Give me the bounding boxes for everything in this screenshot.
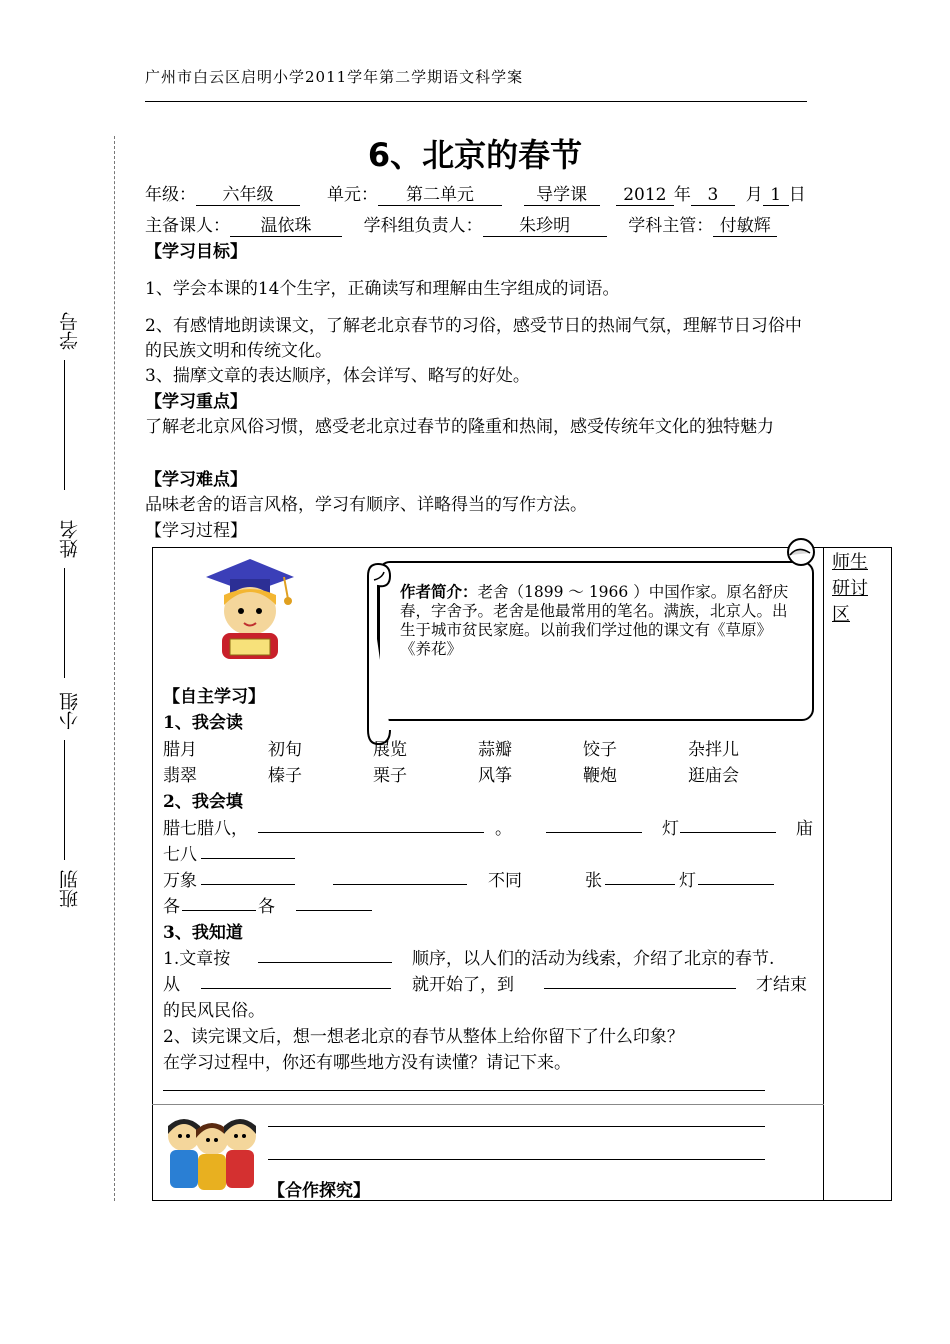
q1-prompt-d: 就开始了，到 <box>412 975 514 995</box>
fill-prompt-qiba: 七八 <box>163 845 197 865</box>
sidebar-group-line <box>64 740 65 860</box>
fill-blank[interactable] <box>680 832 776 833</box>
fill-blank[interactable] <box>201 988 391 989</box>
three-children-icon <box>162 1110 262 1194</box>
supervisor-value: 付敏辉 <box>713 211 777 237</box>
fill-blank[interactable] <box>258 962 392 963</box>
discussion-divider <box>823 547 824 1200</box>
objective-3: 3、揣摩文章的表达顺序，体会详写、略写的好处。 <box>145 366 530 386</box>
q1-prompt-e: 才结束 <box>756 975 807 995</box>
fill-prompt-zhang: 张 <box>585 871 602 891</box>
q1-prompt-f: 的民风民俗。 <box>163 1001 265 1021</box>
day-value: 1 <box>763 185 789 206</box>
scroll-left-roll-icon <box>362 560 396 746</box>
list-item: 逛庙会 <box>688 766 739 786</box>
word-row-1 <box>163 735 793 760</box>
fill-prompt-butong: 不同 <box>488 871 522 891</box>
fill-period: 。 <box>495 819 512 839</box>
sidebar-student-id-label: 学号 <box>59 312 81 350</box>
fill-prompt-wanxiang: 万象 <box>163 871 197 891</box>
year-value: 2012 <box>616 185 674 206</box>
difficulties-text: 品味老舍的语言风格，学习有顺序、详略得当的写作方法。 <box>145 495 587 515</box>
binding-dashed-line <box>114 136 115 1201</box>
list-item: 栗子 <box>373 766 407 786</box>
scroll-right-roll-icon <box>784 535 818 569</box>
sidebar-student-id-line <box>64 360 65 490</box>
self-study-heading: 【自主学习】 <box>163 687 265 707</box>
fill-prompt-ge-2: 各 <box>258 897 275 917</box>
key-points-heading: 【学习重点】 <box>145 392 247 412</box>
fill-prompt-1: 腊七腊八， <box>163 819 248 839</box>
fill-blank[interactable] <box>258 832 484 833</box>
sidebar-name-line <box>64 568 65 678</box>
school-header: 广州市白云区启明小学2011学年第二学期语文科学案 <box>145 68 524 86</box>
fill-blank[interactable] <box>546 832 642 833</box>
list-item: 榛子 <box>268 766 302 786</box>
author-intro-text: 老舍（1899 ～ 1966 ）中国作家。原名舒庆春，字舍予。老舍是他最常用的笔名。满族，北京人。出生于城市贫民家庭。以前我们学过他的课文有《草原》《养花》 <box>400 583 789 658</box>
fill-blank[interactable] <box>201 858 295 859</box>
meta-row-1: 年级： 六年级 单元： 第二单元 导学课 2012 年 3 月 1 日 <box>145 180 806 206</box>
list-item: 鞭炮 <box>583 766 617 786</box>
list-item: 风筝 <box>478 766 512 786</box>
objective-2: 2、有感情地朗读课文，了解老北京春节的习俗，感受节日的热闹气氛，理解节日习俗中的民族文明和传统文化。 <box>145 316 802 361</box>
discussion-column-label: 师生 研讨 区 <box>832 552 868 625</box>
know-heading: 3、我知道 <box>163 923 243 943</box>
word-row-2 <box>163 761 793 786</box>
objective-1: 1、学会本课的14个生字，正确读写和理解由生字组成的词语。 <box>145 279 620 299</box>
sidebar-name-label: 姓名 <box>59 520 81 558</box>
fill-blank[interactable] <box>333 884 467 885</box>
author-intro-label: 作者简介： <box>400 582 478 601</box>
author-intro <box>400 582 790 659</box>
list-item: 初旬 <box>268 740 302 760</box>
fill-blank[interactable] <box>296 910 372 911</box>
objectives-heading: 【学习目标】 <box>145 242 247 262</box>
q1-prompt-a: 1.文章按 <box>163 949 231 969</box>
key-points-text: 了解老北京风俗习惯，感受老北京过春节的隆重和热闹，感受传统年文化的独特魅力 <box>145 417 774 437</box>
fill-blank[interactable] <box>201 884 295 885</box>
fill-prompt-lantern-2: 灯 <box>679 871 696 891</box>
list-item: 翡翠 <box>163 766 197 786</box>
difficulties-heading: 【学习难点】 <box>145 470 247 490</box>
graduate-girl-icon <box>200 555 300 663</box>
q3-text: 在学习过程中，你还有哪些地方没有读懂？请记下来。 <box>163 1053 571 1073</box>
read-heading: 1、我会读 <box>163 713 243 733</box>
answer-line[interactable] <box>268 1159 765 1160</box>
answer-line[interactable] <box>163 1090 765 1091</box>
fill-blank[interactable] <box>182 910 256 911</box>
month-value: 3 <box>691 185 735 206</box>
cooperation-heading: 【合作探究】 <box>268 1181 370 1201</box>
q1-prompt-b: 顺序，以人们的活动为线索，介绍了北京的春节. <box>412 949 775 969</box>
list-item: 展览 <box>373 740 407 760</box>
unit-value: 第二单元 <box>378 180 502 206</box>
list-item: 蒜瓣 <box>478 740 512 760</box>
sidebar-class-label: 班别 <box>59 870 81 908</box>
header-divider <box>145 101 807 102</box>
leader-value: 朱珍明 <box>483 211 607 237</box>
fill-prompt-temple: 庙 <box>796 819 813 839</box>
page-title: 6、北京的春节 <box>367 136 583 174</box>
fill-blank[interactable] <box>605 884 675 885</box>
list-item: 饺子 <box>583 740 617 760</box>
list-item: 杂拌儿 <box>688 740 739 760</box>
fill-blank[interactable] <box>544 988 736 989</box>
section-divider <box>152 1104 824 1105</box>
q2-text: 2、读完课文后，想一想老北京的春节从整体上给你留下了什么印象？ <box>163 1027 684 1047</box>
lesson-type: 导学课 <box>524 180 600 206</box>
fill-prompt-ge: 各 <box>163 897 180 917</box>
list-item: 腊月 <box>163 740 197 760</box>
teacher-value: 温依珠 <box>230 211 342 237</box>
grade-value: 六年级 <box>196 180 300 206</box>
fill-heading: 2、我会填 <box>163 792 243 812</box>
q1-prompt-c: 从 <box>163 975 180 995</box>
answer-line[interactable] <box>268 1126 765 1127</box>
process-heading: 【学习过程】 <box>145 521 247 541</box>
fill-prompt-lantern: 灯 <box>662 819 679 839</box>
meta-row-2: 主备课人： 温依珠 学科组负责人： 朱珍明 学科主管： 付敏辉 <box>145 211 777 237</box>
fill-blank[interactable] <box>698 884 774 885</box>
sidebar-group-label: 小组 <box>59 692 81 730</box>
